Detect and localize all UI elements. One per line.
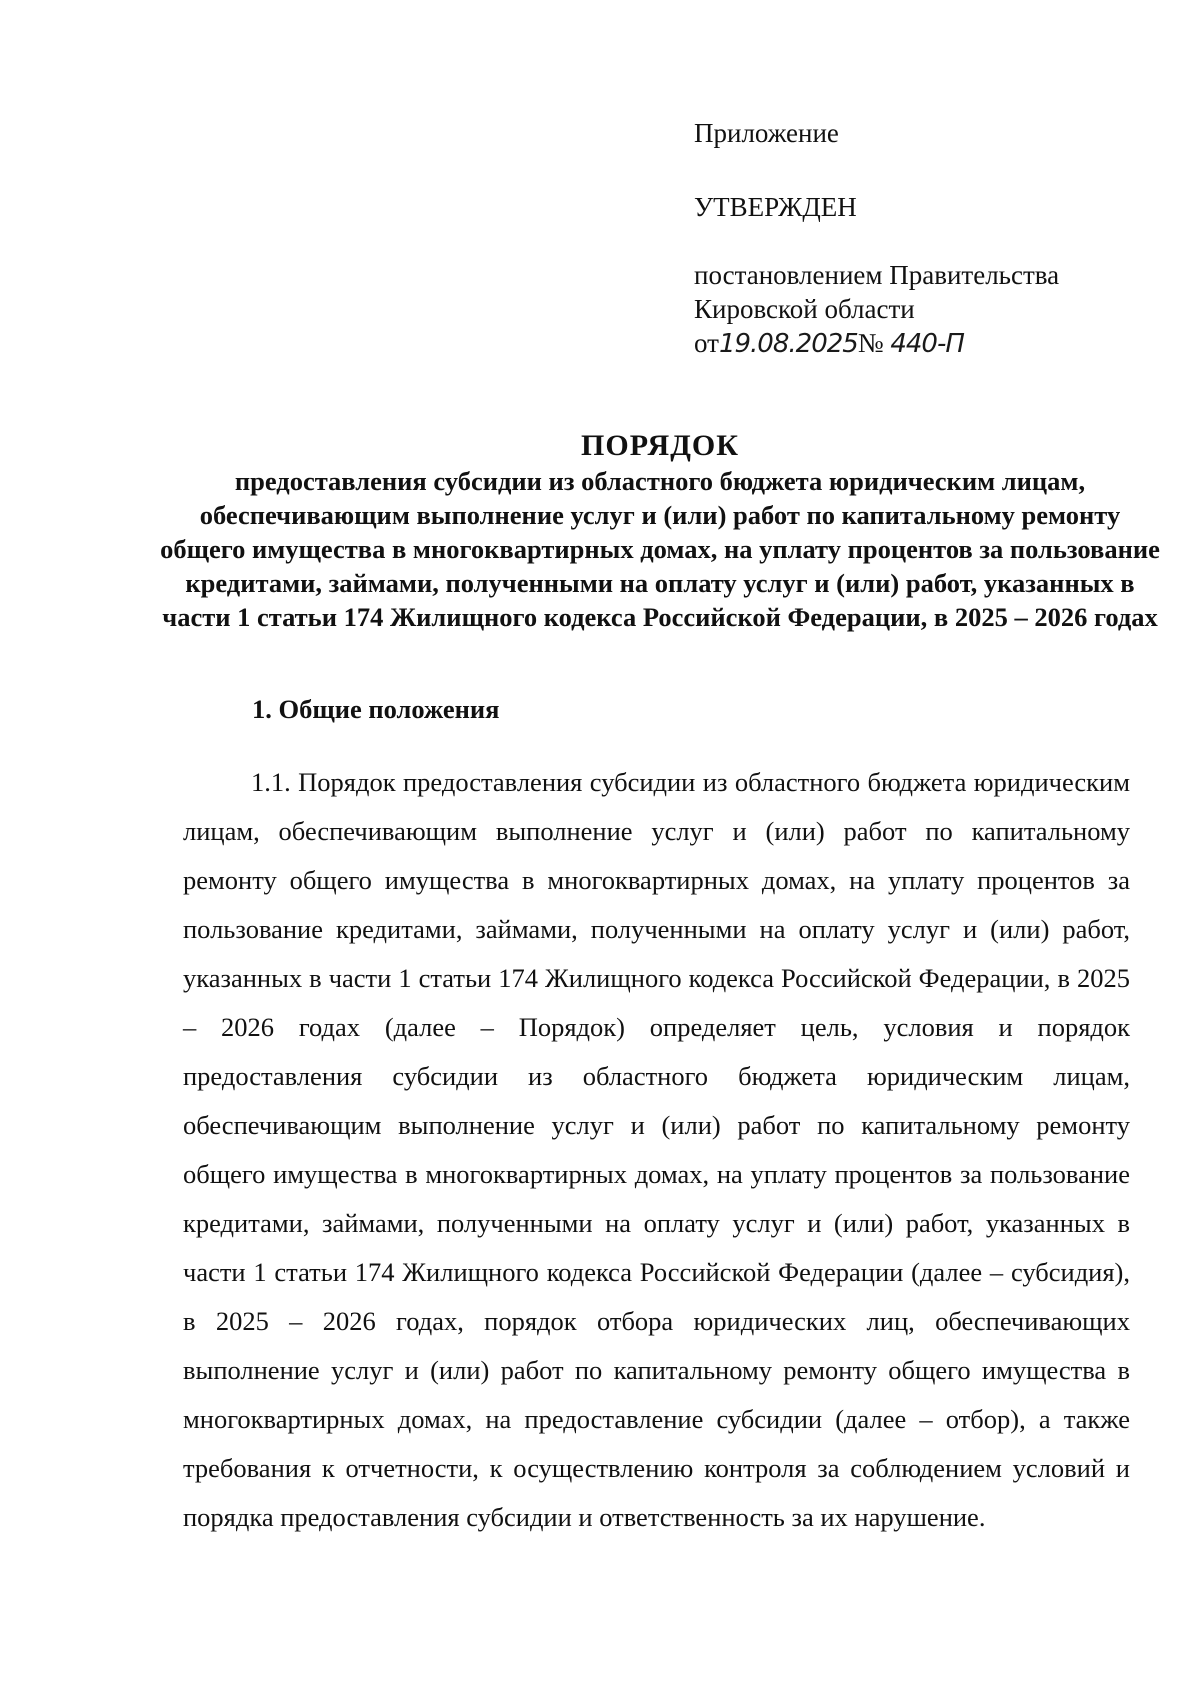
document-title: ПОРЯДОК (581, 429, 739, 462)
region-line: Кировской области (694, 294, 915, 324)
approval-block (694, 116, 1114, 361)
approval-spacer (694, 150, 1114, 190)
attachment-label: Приложение (694, 118, 839, 148)
handwritten-number: 440-П (890, 329, 964, 359)
decree-date-number-line (694, 326, 1114, 361)
document-title-block (160, 428, 1160, 634)
date-prefix: от (694, 328, 719, 358)
paragraph-1-1: 1.1. Порядок предоставления субсидии из областного бюджета юридическим лицам, обеспечивающим выполнение услуг и (или) работ по капитальному ремонту общего имущества в многоквартирных домах, на уплату процентов за пользование кредитами, займами, полученными на оплату услуг и (или) работ, указанных в части 1 статьи 174 Жилищного кодекса Российской Федерации, в 2025 – 2026 годах (далее – Порядок) определяет цель, условия и порядок предоставления субсидии из областного бюджета юридическим лицам, обеспечивающим выполнение услуг и (или) работ по капитальному ремонту общего имущества в многоквартирных домах, на уплату процентов за пользование кредитами, займами, полученными на оплату услуг и (или) работ, указанных в части 1 статьи 174 Жилищного кодекса Российской Федерации (далее – субсидия), в 2025 – 2026 годах, порядок отбора юридических лиц, обеспечивающих выполнение услуг и (или) работ по капитальному ремонту общего имущества в многоквартирных домах, на предоставление субсидии (далее – отбор), а также требования к отчетности, к осуществлению контроля за соблюдением условий и порядка предоставления субсидии и ответственность за их нарушение. (183, 767, 1130, 1532)
number-prefix: № (857, 328, 884, 358)
decree-line: постановлением Правительства (694, 260, 1060, 290)
section-heading: 1. Общие положения (252, 694, 500, 724)
handwritten-date: 19.08.2025 (718, 329, 858, 359)
approved-label: УТВЕРЖДЕН (694, 192, 857, 222)
document-subtitle: предоставления субсидии из областного бюджета юридическим лицам, обеспечивающим выполнение услуг и (или) работ по капитальному ремонту общего имущества в многоквартирных домах, на уплату процентов за пользование кредитами, займами, полученными на оплату услуг и (или) работ, указанных в части 1 статьи 174 Жилищного кодекса Российской Федерации, в 2025 – 2026 годах (160, 466, 1160, 632)
approval-spacer (694, 224, 1114, 258)
